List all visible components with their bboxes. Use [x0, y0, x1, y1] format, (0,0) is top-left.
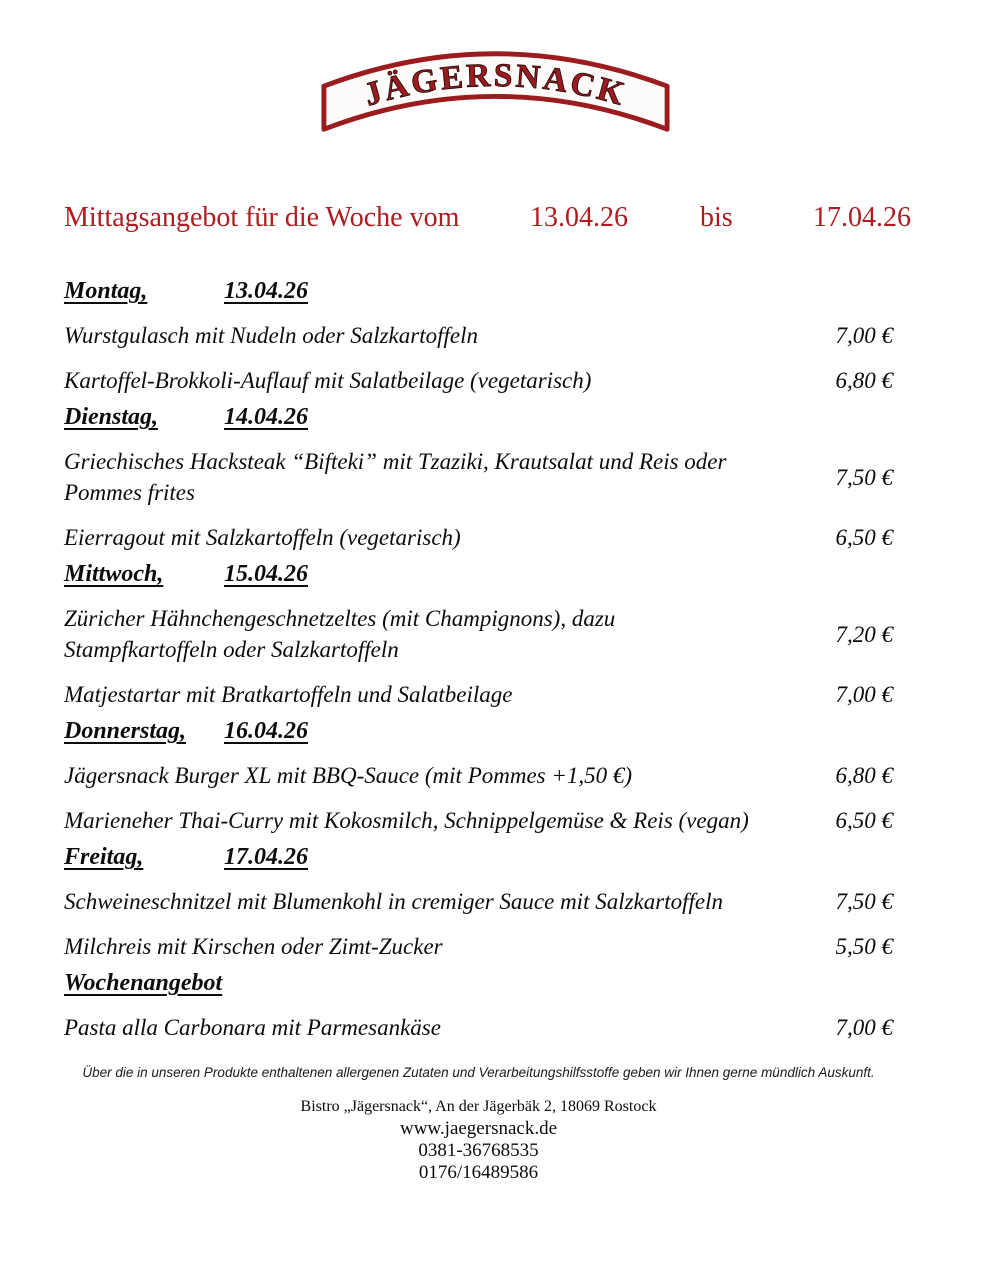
menu-body — [64, 276, 893, 1043]
dish-price: 6,50 € — [835, 525, 893, 550]
menu-item — [64, 1012, 893, 1043]
menu-item — [64, 805, 893, 836]
dish-name: Milchreis mit Kirschen oder Zimt-Zucker — [64, 934, 443, 959]
footer — [64, 1096, 893, 1184]
day-header-dienstag — [64, 402, 893, 432]
dish-price: 7,50 € — [835, 889, 893, 914]
day-date: 17.04.26 — [224, 844, 308, 870]
dish-price: 6,50 € — [835, 808, 893, 833]
day-date: 16.04.26 — [224, 718, 308, 744]
dish-name: Eierragout mit Salzkartoffeln (vegetarisch) — [64, 525, 461, 550]
menu-item — [64, 446, 893, 508]
day-header-mittwoch — [64, 559, 893, 589]
day-header-montag — [64, 276, 893, 306]
title-date-from: 13.04.26 — [530, 202, 628, 233]
weekly-header — [64, 968, 893, 998]
dish-price: 7,00 € — [835, 1015, 893, 1040]
dish-price: 7,00 € — [835, 682, 893, 707]
day-name: Donnerstag, — [64, 718, 187, 744]
dish-price: 6,80 € — [835, 763, 893, 788]
dish-name: Kartoffel-Brokkoli-Auflauf mit Salatbeilage (vegetarisch) — [64, 368, 592, 393]
menu-item — [64, 886, 893, 917]
menu-item — [64, 931, 893, 962]
title-bis: bis — [700, 202, 733, 233]
title-label: Mittagsangebot für die Woche vom — [64, 202, 460, 233]
dish-name: Matjestartar mit Bratkartoffeln und Salatbeilage — [64, 682, 513, 707]
menu-item — [64, 522, 893, 553]
day-date: 14.04.26 — [224, 404, 308, 430]
dish-name: Jägersnack Burger XL mit BBQ-Sauce (mit Pommes +1,50 €) — [64, 763, 633, 788]
dish-price: 7,20 € — [835, 621, 893, 647]
day-header-donnerstag — [64, 716, 893, 746]
day-date: 13.04.26 — [224, 278, 308, 304]
page-title — [64, 202, 911, 240]
section-montag — [64, 276, 893, 396]
day-name: Montag, — [64, 278, 148, 304]
dish-name: Züricher Hähnchengeschnetzeltes (mit Champignons), dazu Stampfkartoffeln oder Salzkartoffeln — [64, 606, 616, 662]
dish-name: Griechisches Hacksteak “Bifteki” mit Tzaziki, Krautsalat und Reis oder Pommes frites — [64, 449, 727, 505]
logo-text: JÄGERSNACK — [359, 56, 631, 114]
footer-phone-landline: 0381-36768535 — [418, 1140, 539, 1161]
dish-price: 5,50 € — [835, 934, 893, 959]
dish-name: Wurstgulasch mit Nudeln oder Salzkartoffeln — [64, 323, 478, 348]
dish-name: Marieneher Thai-Curry mit Kokosmilch, Schnippelgemüse & Reis (vegan) — [64, 808, 749, 833]
day-name: Freitag, — [64, 844, 144, 870]
menu-item — [64, 760, 893, 791]
dish-name: Pasta alla Carbonara mit Parmesankäse — [64, 1015, 441, 1040]
day-date: 15.04.26 — [224, 561, 308, 587]
dish-name: Schweineschnitzel mit Blumenkohl in cremiger Sauce mit Salzkartoffeln — [64, 889, 723, 914]
logo-banner — [81, 50, 910, 134]
section-mittwoch — [64, 559, 893, 710]
menu-item — [64, 365, 893, 396]
dish-price: 7,50 € — [835, 464, 893, 490]
day-name: Dienstag, — [64, 404, 159, 430]
footer-phone-mobile: 0176/16489586 — [418, 1162, 539, 1183]
weekly-heading: Wochenangebot — [64, 970, 223, 996]
day-header-freitag — [64, 842, 893, 872]
section-freitag — [64, 842, 893, 962]
section-wochenangebot — [64, 968, 893, 1043]
dish-price: 7,00 € — [835, 323, 893, 348]
section-dienstag — [64, 402, 893, 553]
menu-item — [64, 320, 893, 351]
allergen-note: Über die in unseren Produkte enthaltenen allergenen Zutaten und Verarbeitungshilfsstoffe geben wir Ihnen gerne mündlich Auskunft. — [82, 1065, 875, 1080]
footer-website: www.jaegersnack.de — [399, 1118, 558, 1139]
jaegersnack-logo-icon — [319, 50, 672, 134]
day-name: Mittwoch, — [64, 561, 164, 587]
dish-price: 6,80 € — [835, 368, 893, 393]
title-date-to: 17.04.26 — [813, 202, 911, 233]
section-donnerstag — [64, 716, 893, 836]
menu-item — [64, 679, 893, 710]
footer-address: Bistro „Jägersnack“, An der Jägerbäk 2, 18069 Rostock — [300, 1098, 657, 1115]
menu-item — [64, 603, 893, 665]
